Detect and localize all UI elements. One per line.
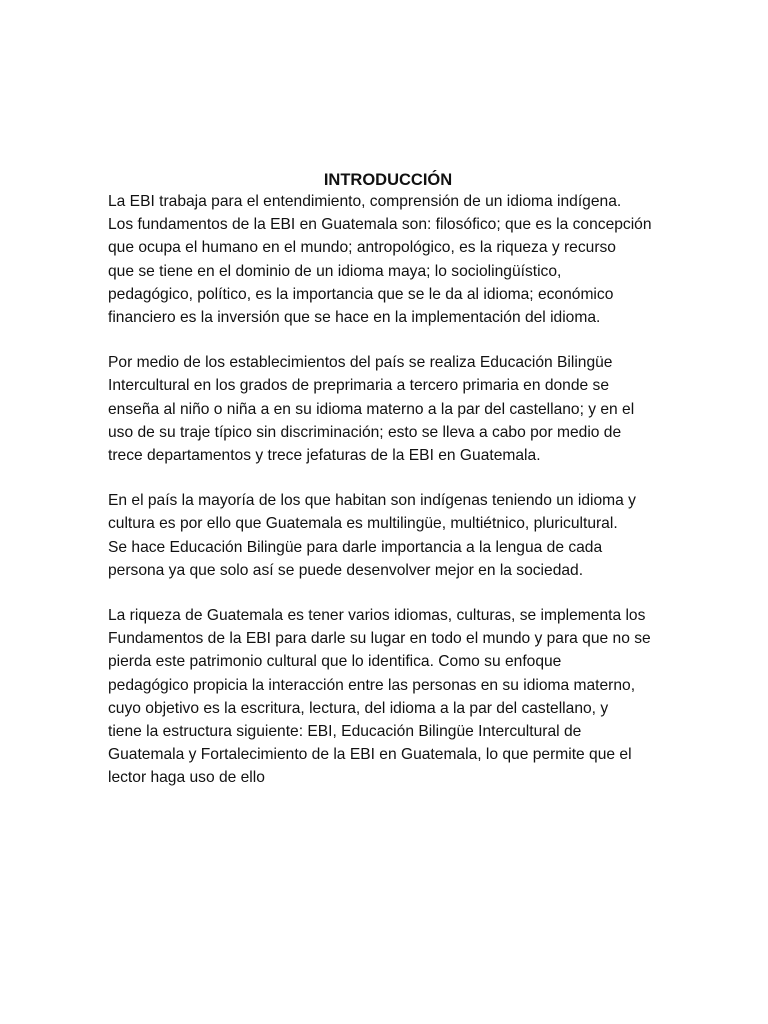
paragraph-line: Los fundamentos de la EBI en Guatemala son: filosófico; que es la concepción xyxy=(108,216,652,234)
paragraph-line: pedagógico propicia la interacción entre las personas en su idioma materno, xyxy=(108,676,636,694)
paragraph-line: financiero es la inversión que se hace en la implementación del idioma. xyxy=(108,309,601,327)
document-body xyxy=(108,170,668,812)
paragraph-line: que se tiene en el dominio de un idioma maya; lo sociolingüístico, xyxy=(108,262,562,280)
paragraph-line: lector haga uso de ello xyxy=(108,769,265,787)
paragraph-line: La riqueza de Guatemala es tener varios idiomas, culturas, se implementa los xyxy=(108,607,646,625)
paragraph-line: persona ya que solo así se puede desenvolver mejor en la sociedad. xyxy=(108,561,584,579)
paragraph-line: Guatemala y Fortalecimiento de la EBI en Guatemala, lo que permite que el xyxy=(108,746,632,764)
paragraph-line: pedagógico, político, es la importancia que se le da al idioma; económico xyxy=(108,285,614,303)
paragraph-line: cuyo objetivo es la escritura, lectura, del idioma a la par del castellano, y xyxy=(108,699,609,717)
document-title: INTRODUCCIÓN xyxy=(323,171,453,189)
paragraph-line: cultura es por ello que Guatemala es multilingüe, multiétnico, pluricultural. xyxy=(108,515,618,533)
paragraph-2 xyxy=(108,351,668,467)
paragraph-1 xyxy=(108,190,668,329)
paragraphs-container xyxy=(108,190,668,790)
paragraph-line: enseña al niño o niña a en su idioma materno a la par del castellano; y en el xyxy=(108,400,635,418)
paragraph-line: tiene la estructura siguiente: EBI, Educación Bilingüe Intercultural de xyxy=(108,723,582,741)
paragraph-line: que ocupa el humano en el mundo; antropológico, es la riqueza y recurso xyxy=(108,239,616,257)
paragraph-line: En el país la mayoría de los que habitan son indígenas teniendo un idioma y xyxy=(108,492,636,510)
paragraph-line: Se hace Educación Bilingüe para darle importancia a la lengua de cada xyxy=(108,538,603,556)
paragraph-line: La EBI trabaja para el entendimiento, comprensión de un idioma indígena. xyxy=(108,193,622,210)
paragraph-line: uso de su traje típico sin discriminación; esto se lleva a cabo por medio de xyxy=(108,423,622,441)
paragraph-line: Por medio de los establecimientos del país se realiza Educación Bilingüe xyxy=(108,354,613,372)
paragraph-line: pierda este patrimonio cultural que lo identifica. Como su enfoque xyxy=(108,653,562,671)
paragraph-line: Intercultural en los grados de preprimaria a tercero primaria en donde se xyxy=(108,377,609,395)
paragraph-line: trece departamentos y trece jefaturas de la EBI en Guatemala. xyxy=(108,447,541,465)
paragraph-4 xyxy=(108,604,668,790)
paragraph-3 xyxy=(108,489,668,582)
paragraph-line: Fundamentos de la EBI para darle su lugar en todo el mundo y para que no se xyxy=(108,630,651,648)
